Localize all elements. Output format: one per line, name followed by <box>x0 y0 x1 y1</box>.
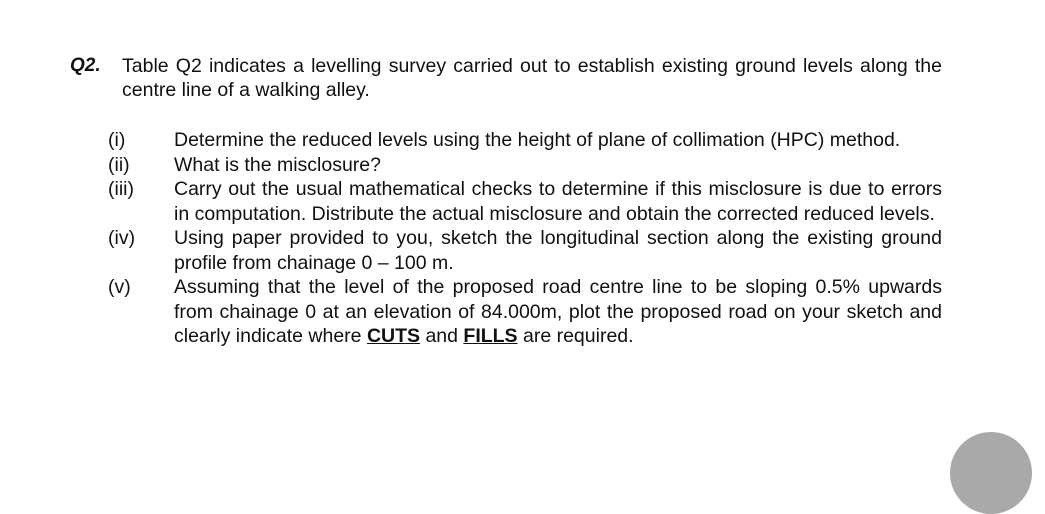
text-segment: are required. <box>517 325 634 347</box>
sub-question-text: Determine the reduced levels using the height of plane of collimation (HPC) method. <box>174 129 901 151</box>
question-intro: Table Q2 indicates a levelling survey carried out to establish existing ground levels along the centre line of a walking alley. <box>122 55 942 101</box>
sub-question-text <box>174 275 942 349</box>
fills-emphasis: FILLS <box>463 325 518 347</box>
cuts-emphasis: CUTS <box>366 325 421 347</box>
sub-question-i <box>108 128 942 153</box>
corner-overlay-button[interactable] <box>950 432 1032 514</box>
sub-question-number: (v) <box>108 276 131 298</box>
sub-question-number: (ii) <box>108 153 130 176</box>
sub-question-v <box>108 275 942 349</box>
sub-question-number: (i) <box>108 129 126 151</box>
sub-question-ii <box>108 153 942 178</box>
sub-question-iii <box>108 177 942 226</box>
text-segment: Assuming that the level of the proposed road centre line to be sloping 0.5% upwards from chainage 0 at an elevation of 84.000m, plot the proposed road on your sketch and clearly indicate where <box>174 276 942 347</box>
sub-question-number: (iv) <box>108 227 136 249</box>
sub-question-iv <box>108 226 942 275</box>
question-number: Q2. <box>70 55 101 76</box>
sub-question-text: Carry out the usual mathematical checks to determine if this misclosure is due to errors in computation. Distribute the actual misclosure and obtain the corrected reduced levels. <box>174 178 942 225</box>
sub-question-text: What is the misclosure? <box>174 153 381 176</box>
sub-question-number: (iii) <box>108 178 134 200</box>
sub-question-list <box>108 128 942 349</box>
text-segment: and <box>420 325 464 347</box>
sub-question-text: Using paper provided to you, sketch the longitudinal section along the existing ground profile from chainage 0 – 100 m. <box>174 227 942 274</box>
